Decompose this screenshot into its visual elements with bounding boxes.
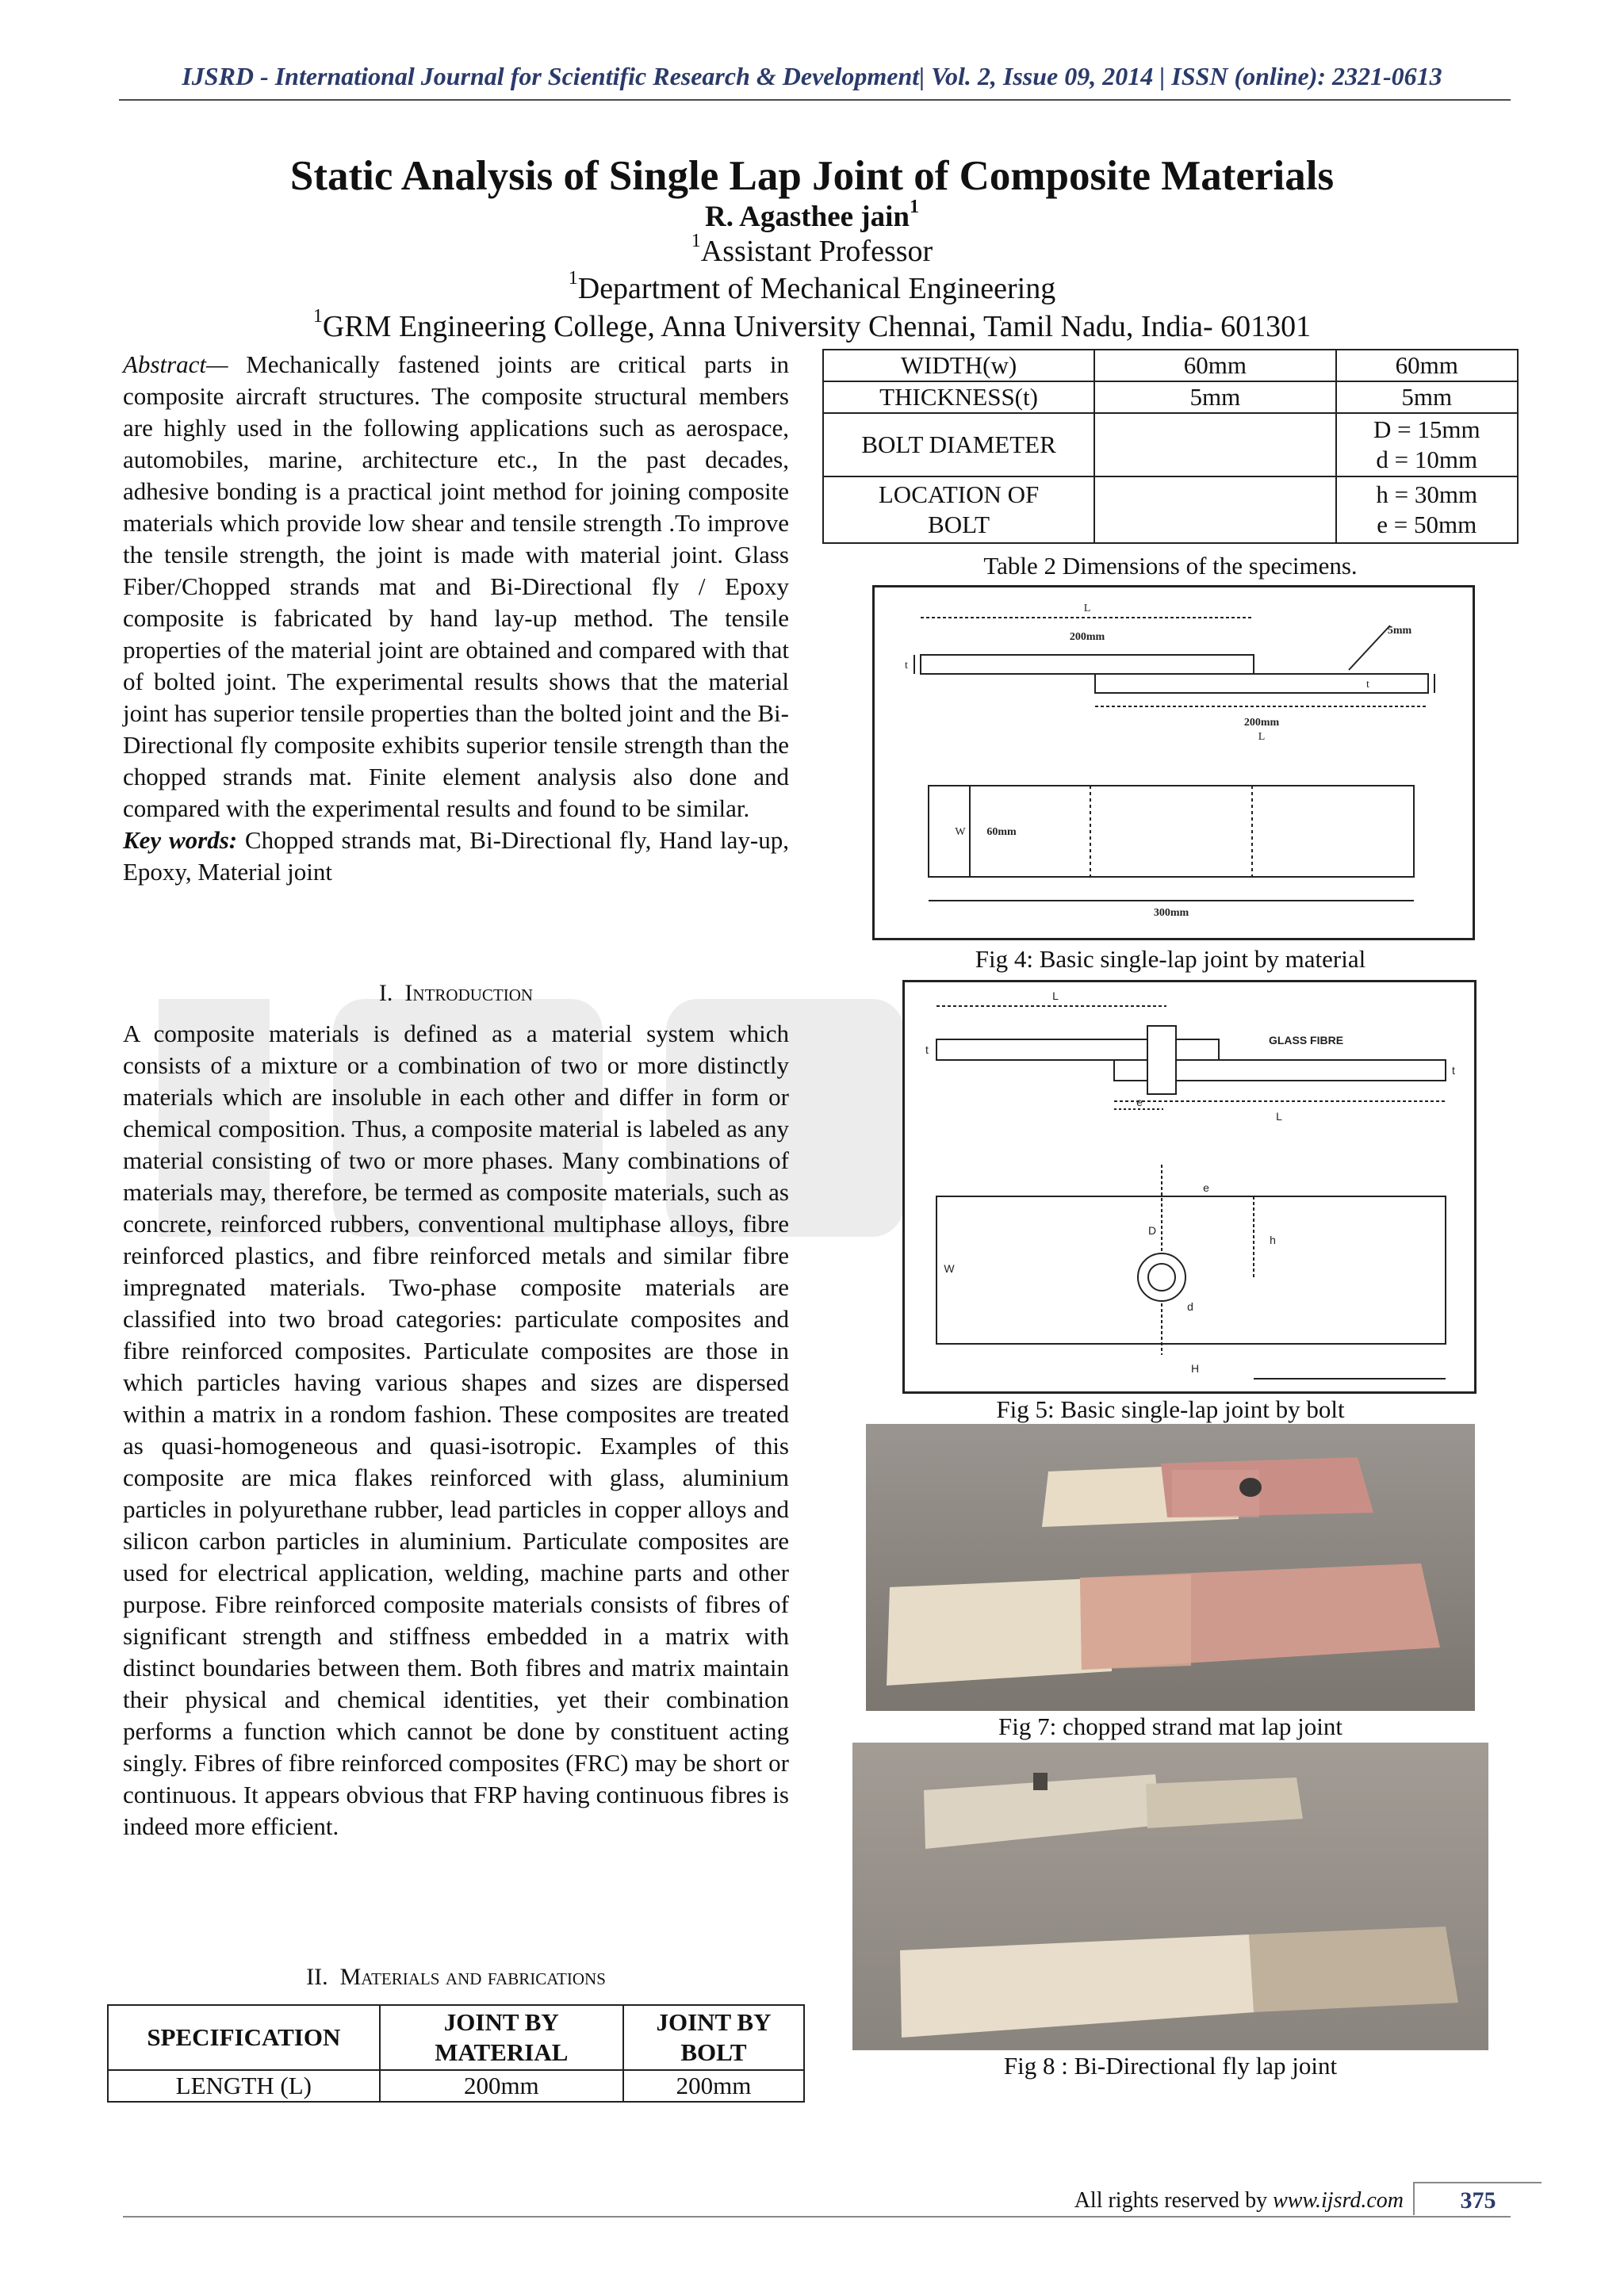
fig5-caption: Fig 5: Basic single-lap joint by bolt	[996, 1395, 1345, 1423]
table-cell	[1336, 476, 1518, 543]
aff2-text: Department of Mechanical Engineering	[577, 272, 1056, 305]
table-header-cell: JOINT BY MATERIAL	[380, 2005, 623, 2070]
section1-heading	[123, 980, 789, 1007]
footer-rights	[1031, 2188, 1404, 2214]
introduction-block	[123, 1018, 789, 1843]
fig4-label-L: L	[1083, 603, 1091, 614]
abstract-block	[123, 349, 789, 888]
table-cell: 200mm	[380, 2070, 623, 2102]
location-line2: BOLT	[928, 511, 990, 538]
fig4-label-200a: 200mm	[1069, 631, 1105, 643]
aff3-text: GRM Engineering College, Anna University Chennai, Tamil Nadu, India- 601301	[322, 310, 1312, 343]
fig4-label-60mm: 60mm	[986, 826, 1017, 838]
fig5-label-glass-fibre: GLASS FIBRE	[1268, 1034, 1344, 1047]
fig4-label-300mm: 300mm	[1153, 907, 1189, 919]
author-sup: 1	[909, 197, 919, 217]
affiliation-role	[0, 231, 1624, 269]
table-cell	[1094, 413, 1335, 476]
table-cell	[823, 476, 1094, 543]
author-name	[0, 197, 1624, 234]
fig4-label-200b: 200mm	[1243, 717, 1280, 729]
affiliation-college	[0, 306, 1624, 344]
table-cell: BOLT DIAMETER	[823, 413, 1094, 476]
journal-header: IJSRD - International Journal for Scientific Research & Development| Vol. 2, Issue 09, 2014 | ISSN (online): 2321-0613	[182, 62, 1442, 90]
dimensions-table	[822, 349, 1519, 544]
table2-caption: Table 2 Dimensions of the specimens.	[983, 552, 1358, 580]
fig5-label-D: D	[1147, 1224, 1157, 1237]
fig4-label-t2: t	[1366, 679, 1369, 691]
table-row	[823, 381, 1518, 413]
footer-site-link[interactable]: www.ijsrd.com	[1273, 2188, 1404, 2213]
section2-num: II.	[306, 1964, 328, 1990]
fig5-label-H: H	[1190, 1362, 1200, 1375]
fig7-photo	[866, 1424, 1475, 1711]
abstract-paragraph	[123, 349, 789, 825]
footer-rights-text: All rights reserved by	[1074, 2188, 1274, 2213]
page-number: 375	[1413, 2182, 1542, 2215]
table-row	[823, 413, 1518, 476]
aff1-sup: 1	[691, 231, 701, 251]
fig5-label-e: e	[1136, 1096, 1143, 1108]
table-header-cell: JOINT BY BOLT	[623, 2005, 804, 2070]
table-header-cell: SPECIFICATION	[108, 2005, 380, 2070]
footer-rule	[123, 2216, 1511, 2218]
fig4-label-L2: L	[1258, 731, 1266, 743]
table-cell: 5mm	[1336, 381, 1518, 413]
fig5-label-e2: e	[1203, 1181, 1209, 1194]
abstract-label: Abstract—	[123, 350, 228, 378]
specification-table	[107, 2004, 805, 2103]
fig5-label-h: h	[1270, 1234, 1276, 1246]
fig5-label-t: t	[925, 1043, 929, 1056]
author-text: R. Agasthee jain	[705, 201, 910, 233]
table-cell: 5mm	[1094, 381, 1335, 413]
table-row	[108, 2005, 804, 2070]
fig4-diagram	[872, 585, 1475, 940]
fig4-label-W: W	[955, 826, 966, 838]
fig4-label-t: t	[905, 660, 908, 672]
section1-num: I.	[378, 980, 393, 1006]
bolt-d-major: D = 15mm	[1373, 415, 1480, 443]
fig8-photo	[852, 1743, 1488, 2050]
abstract-text: Mechanically fastened joints are critical parts in composite aircraft structures. The composite structural members are highly used in the following applications such as aerospace, automobiles, marine, architecture etc., In the past decades, adhesive bonding is a practical joint method for joining composite materials which provide low shear and tensile strength .To improve the tensile strength, the joint is made with material joint. Glass Fiber/Chopped strands mat and Bi-Directional fly / Epoxy composite is fabricated by hand lay-up method. The tensile properties of the material joint are obtained and compared with that of bolted joint. The experimental results shows that the material joint has superior tensile properties than the bolted joint and the Bi-Directional fly composite exhibits superior tensile strength than the chopped strands mat. Finite element analysis also done and compared with the experimental results and found to be similar.	[123, 350, 789, 822]
table-cell: 60mm	[1336, 350, 1518, 381]
section2-heading	[123, 1964, 789, 1991]
table-row	[823, 350, 1518, 381]
table-cell: 200mm	[623, 2070, 804, 2102]
section1-title: Introduction	[404, 980, 534, 1006]
keywords-label: Key words:	[123, 826, 238, 854]
table-cell	[1336, 413, 1518, 476]
keywords-paragraph	[123, 825, 789, 888]
location-line1: LOCATION OF	[878, 480, 1040, 508]
fig5-diagram	[902, 980, 1477, 1394]
table-cell: THICKNESS(t)	[823, 381, 1094, 413]
table-cell: LENGTH (L)	[108, 2070, 380, 2102]
table-row	[108, 2070, 804, 2102]
paper-title: Static Analysis of Single Lap Joint of Composite Materials	[289, 153, 1335, 199]
aff2-sup: 1	[568, 268, 578, 289]
table-cell: WIDTH(w)	[823, 350, 1094, 381]
fig5-label-L2: L	[1276, 1110, 1282, 1123]
aff1-text: Assistant Professor	[700, 235, 933, 268]
table-cell	[1094, 476, 1335, 543]
fig5-label-t2: t	[1452, 1064, 1455, 1077]
bolt-d-minor: d = 10mm	[1376, 446, 1478, 473]
table-row	[823, 476, 1518, 543]
table-cell: 60mm	[1094, 350, 1335, 381]
fig7-caption: Fig 7: chopped strand mat lap joint	[998, 1712, 1342, 1740]
fig5-label-L: L	[1052, 989, 1059, 1002]
fig4-label-5mm: 5mm	[1387, 625, 1412, 637]
aff3-sup: 1	[312, 306, 323, 327]
fig8-caption: Fig 8 : Bi-Directional fly lap joint	[1003, 2052, 1338, 2080]
fig4-caption: Fig 4: Basic single-lap joint by material	[975, 945, 1366, 973]
section2-title: Materials and fabrications	[339, 1964, 606, 1990]
fig5-label-d: d	[1187, 1300, 1193, 1313]
affiliation-department	[0, 268, 1624, 306]
introduction-text: A composite materials is defined as a material system which consists of a mixture or a combination of two or more distinctly materials which are insoluble in each other and differ in form or chemical composition. Thus, a composite material is labeled as any material consisting of two or more phases. Many combinations of materials may, therefore, be termed as composite materials, such as concrete, reinforced rubbers, conventional multiphase alloys, fibre reinforced plastics, and fibre reinforced metals and similar fibre impregnated materials. Two-phase composite materials are classified into two broad categories: particulate composites and fibre reinforced composites. Particulate composites are those in which particles having various shapes and sizes are dispersed within a matrix in a rondom fashion. These composites are treated as quasi-homogeneous and quasi-isotropic. Examples of this composite are mica flakes reinforced with glass, aluminium particles in polyurethane rubber, lead particles in copper alloys and silicon carbon particles in aluminium. Particulate composites are used for electrical application, welding, machine parts and other purpose. Fibre reinforced composite materials consists of fibres of significant strength and stiffness embedded in a matrix with distinct boundaries between them. Both fibres and matrix maintain their physical and chemical identities, yet their combination performs a function which cannot be done by constituent acting singly. Fibres of fibre reinforced composites (FRC) may be short or continuous. It appears obvious that FRP having continuous fibres is indeed more efficient.	[123, 1020, 789, 1840]
keywords-text: Chopped strands mat, Bi-Directional fly, Hand lay-up, Epoxy, Material joint	[123, 826, 790, 886]
fig5-label-W: W	[944, 1262, 955, 1275]
location-e: e = 50mm	[1377, 511, 1477, 538]
location-h: h = 30mm	[1376, 480, 1478, 508]
header-rule	[119, 99, 1511, 101]
